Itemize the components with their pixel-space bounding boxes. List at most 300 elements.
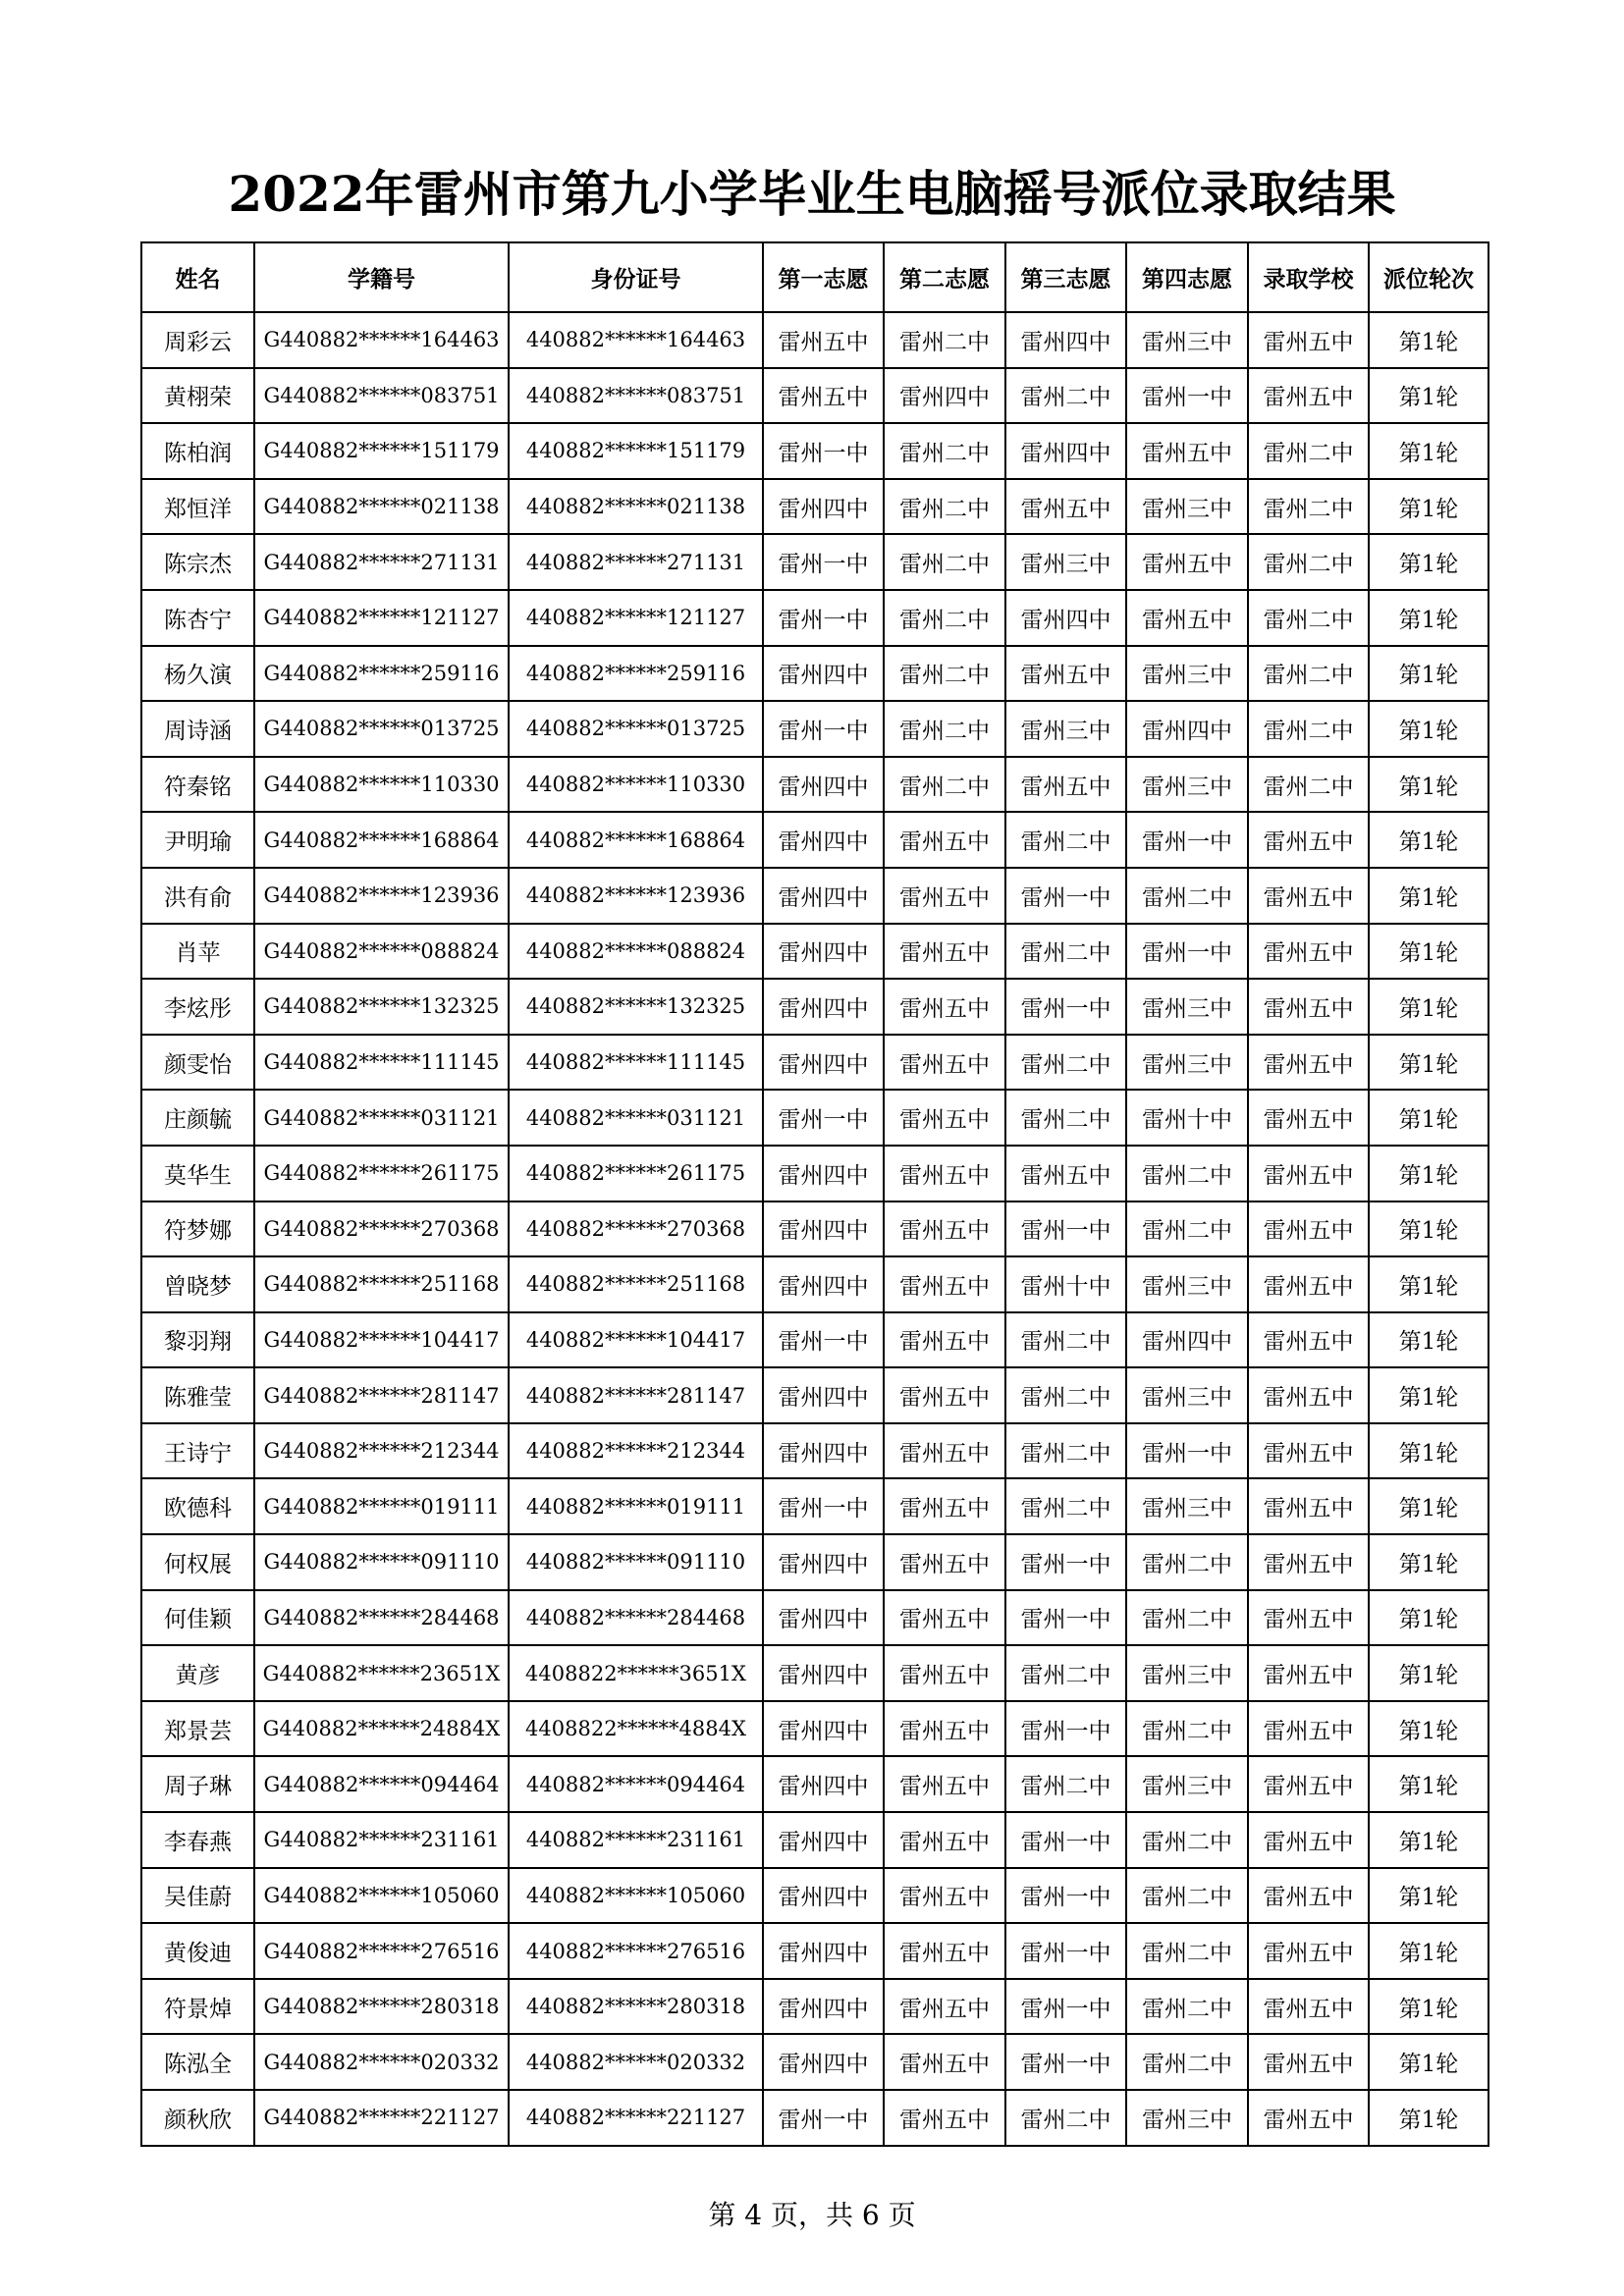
table-row [141,812,1489,868]
table-row [141,312,1489,368]
student-name: 符梦娜 [141,1201,254,1257]
header-choice-3: 第三志愿 [1005,242,1126,312]
table-row [141,1812,1489,1868]
choice-2: 雷州五中 [884,1868,1005,1924]
student-name: 欧德科 [141,1478,254,1534]
admitted-school: 雷州五中 [1248,812,1369,868]
choice-1: 雷州四中 [763,2034,884,2090]
choice-4: 雷州二中 [1126,2034,1248,2090]
admitted-school: 雷州五中 [1248,1812,1369,1868]
choice-1: 雷州四中 [763,1590,884,1646]
choice-1: 雷州四中 [763,979,884,1035]
round: 第1轮 [1369,979,1489,1035]
round: 第1轮 [1369,590,1489,646]
choice-4: 雷州四中 [1126,1312,1248,1368]
header-student-id: 学籍号 [254,242,509,312]
choice-1: 雷州四中 [763,1868,884,1924]
table-row [141,590,1489,646]
id-card-number: 440882******259116 [509,646,763,702]
round: 第1轮 [1369,1812,1489,1868]
table-row [141,1423,1489,1479]
choice-1: 雷州四中 [763,757,884,813]
choice-3: 雷州二中 [1005,1423,1126,1479]
choice-4: 雷州三中 [1126,1478,1248,1534]
student-id: G440882******091110 [254,1534,509,1590]
admitted-school: 雷州五中 [1248,1923,1369,1979]
table-row [141,979,1489,1035]
table-row [141,1868,1489,1924]
table-row [141,1090,1489,1146]
student-id: G440882******132325 [254,979,509,1035]
student-name: 李炫彤 [141,979,254,1035]
choice-4: 雷州三中 [1126,312,1248,368]
round: 第1轮 [1369,1701,1489,1757]
admitted-school: 雷州二中 [1248,423,1369,479]
student-id: G440882******088824 [254,924,509,980]
student-id: G440882******094464 [254,1756,509,1812]
admitted-school: 雷州二中 [1248,479,1369,535]
choice-3: 雷州二中 [1005,924,1126,980]
student-name: 符秦铭 [141,757,254,813]
choice-2: 雷州五中 [884,924,1005,980]
id-card-number: 440882******020332 [509,2034,763,2090]
table-row [141,1645,1489,1701]
choice-4: 雷州五中 [1126,423,1248,479]
id-card-number: 440882******251168 [509,1256,763,1312]
student-name: 李春燕 [141,1812,254,1868]
table-row [141,479,1489,535]
header-id-card: 身份证号 [509,242,763,312]
choice-2: 雷州五中 [884,1645,1005,1701]
student-name: 何佳颖 [141,1590,254,1646]
choice-3: 雷州五中 [1005,646,1126,702]
admitted-school: 雷州五中 [1248,1201,1369,1257]
round: 第1轮 [1369,1256,1489,1312]
student-id: G440882******013725 [254,701,509,757]
choice-3: 雷州一中 [1005,1812,1126,1868]
table-row [141,1923,1489,1979]
round: 第1轮 [1369,1478,1489,1534]
choice-4: 雷州二中 [1126,1979,1248,2035]
choice-4: 雷州五中 [1126,534,1248,590]
admitted-school: 雷州五中 [1248,924,1369,980]
student-name: 周诗涵 [141,701,254,757]
id-card-number: 440882******104417 [509,1312,763,1368]
page-title: 2022年雷州市第九小学毕业生电脑摇号派位录取结果 [228,165,1396,223]
student-id: G440882******271131 [254,534,509,590]
table-row [141,534,1489,590]
choice-3: 雷州二中 [1005,1756,1126,1812]
table-row [141,2090,1489,2146]
id-card-number: 440882******123936 [509,868,763,924]
choice-2: 雷州二中 [884,423,1005,479]
choice-4: 雷州二中 [1126,1923,1248,1979]
round: 第1轮 [1369,757,1489,813]
choice-1: 雷州四中 [763,1367,884,1423]
choice-2: 雷州五中 [884,1256,1005,1312]
choice-3: 雷州二中 [1005,1478,1126,1534]
table-row [141,1201,1489,1257]
student-name: 莫华生 [141,1146,254,1201]
choice-2: 雷州五中 [884,1423,1005,1479]
table-row [141,1478,1489,1534]
admitted-school: 雷州五中 [1248,1256,1369,1312]
student-id: G440882******281147 [254,1367,509,1423]
id-card-number: 440882******281147 [509,1367,763,1423]
table-row [141,1367,1489,1423]
student-id: G440882******020332 [254,2034,509,2090]
choice-4: 雷州三中 [1126,1645,1248,1701]
choice-2: 雷州五中 [884,1534,1005,1590]
admitted-school: 雷州五中 [1248,1756,1369,1812]
student-id: G440882******164463 [254,312,509,368]
id-card-number: 440882******088824 [509,924,763,980]
round: 第1轮 [1369,924,1489,980]
id-card-number: 440882******151179 [509,423,763,479]
choice-1: 雷州四中 [763,1035,884,1091]
table-row [141,1256,1489,1312]
choice-3: 雷州一中 [1005,1201,1126,1257]
student-id: G440882******251168 [254,1256,509,1312]
table-header-row [141,242,1489,312]
choice-1: 雷州一中 [763,423,884,479]
choice-1: 雷州四中 [763,812,884,868]
student-id: G440882******021138 [254,479,509,535]
choice-4: 雷州二中 [1126,1812,1248,1868]
admitted-school: 雷州五中 [1248,1146,1369,1201]
admitted-school: 雷州五中 [1248,1367,1369,1423]
choice-4: 雷州一中 [1126,924,1248,980]
choice-3: 雷州五中 [1005,1146,1126,1201]
choice-3: 雷州一中 [1005,979,1126,1035]
choice-3: 雷州三中 [1005,534,1126,590]
choice-4: 雷州二中 [1126,1146,1248,1201]
choice-3: 雷州二中 [1005,1035,1126,1091]
choice-3: 雷州二中 [1005,2090,1126,2146]
student-name: 陈杏宁 [141,590,254,646]
id-card-number: 440882******021138 [509,479,763,535]
choice-2: 雷州五中 [884,1701,1005,1757]
round: 第1轮 [1369,423,1489,479]
admitted-school: 雷州二中 [1248,534,1369,590]
table-row [141,646,1489,702]
admitted-school: 雷州五中 [1248,1701,1369,1757]
student-name: 陈柏润 [141,423,254,479]
admitted-school: 雷州五中 [1248,312,1369,368]
id-card-number: 440882******019111 [509,1478,763,1534]
choice-4: 雷州三中 [1126,1035,1248,1091]
choice-4: 雷州三中 [1126,479,1248,535]
round: 第1轮 [1369,368,1489,424]
choice-1: 雷州四中 [763,1423,884,1479]
admitted-school: 雷州五中 [1248,1645,1369,1701]
admitted-school: 雷州二中 [1248,757,1369,813]
student-id: G440882******031121 [254,1090,509,1146]
choice-1: 雷州一中 [763,1312,884,1368]
choice-2: 雷州五中 [884,1201,1005,1257]
choice-2: 雷州五中 [884,812,1005,868]
round: 第1轮 [1369,1367,1489,1423]
student-id: G440882******111145 [254,1035,509,1091]
choice-3: 雷州三中 [1005,701,1126,757]
id-card-number: 4408822******4884X [509,1701,763,1757]
round: 第1轮 [1369,1312,1489,1368]
id-card-number: 440882******231161 [509,1812,763,1868]
student-name: 陈雅莹 [141,1367,254,1423]
student-id: G440882******083751 [254,368,509,424]
header-name: 姓名 [141,242,254,312]
round: 第1轮 [1369,1979,1489,2035]
admitted-school: 雷州二中 [1248,646,1369,702]
table-row [141,368,1489,424]
choice-1: 雷州四中 [763,1701,884,1757]
choice-4: 雷州二中 [1126,1590,1248,1646]
choice-3: 雷州一中 [1005,2034,1126,2090]
round: 第1轮 [1369,1590,1489,1646]
choice-1: 雷州四中 [763,646,884,702]
choice-2: 雷州二中 [884,646,1005,702]
student-name: 郑恒洋 [141,479,254,535]
admitted-school: 雷州二中 [1248,701,1369,757]
round: 第1轮 [1369,1534,1489,1590]
choice-3: 雷州五中 [1005,757,1126,813]
choice-2: 雷州二中 [884,479,1005,535]
student-name: 颜雯怡 [141,1035,254,1091]
choice-3: 雷州二中 [1005,1367,1126,1423]
choice-2: 雷州五中 [884,1478,1005,1534]
admitted-school: 雷州五中 [1248,1590,1369,1646]
id-card-number: 440882******110330 [509,757,763,813]
choice-1: 雷州一中 [763,590,884,646]
id-card-number: 440882******132325 [509,979,763,1035]
header-choice-2: 第二志愿 [884,242,1005,312]
admitted-school: 雷州五中 [1248,1868,1369,1924]
choice-4: 雷州三中 [1126,1756,1248,1812]
round: 第1轮 [1369,1756,1489,1812]
admitted-school: 雷州五中 [1248,368,1369,424]
student-name: 符景焯 [141,1979,254,2035]
id-card-number: 440882******261175 [509,1146,763,1201]
choice-1: 雷州一中 [763,701,884,757]
table-row [141,1590,1489,1646]
choice-2: 雷州五中 [884,1090,1005,1146]
student-id: G440882******104417 [254,1312,509,1368]
choice-3: 雷州二中 [1005,1090,1126,1146]
student-id: G440882******151179 [254,423,509,479]
student-id: G440882******168864 [254,812,509,868]
id-card-number: 440882******221127 [509,2090,763,2146]
table-row [141,423,1489,479]
student-name: 周子琳 [141,1756,254,1812]
choice-3: 雷州一中 [1005,1868,1126,1924]
table-row [141,757,1489,813]
admitted-school: 雷州二中 [1248,590,1369,646]
admitted-school: 雷州五中 [1248,1534,1369,1590]
header-choice-1: 第一志愿 [763,242,884,312]
choice-2: 雷州四中 [884,368,1005,424]
id-card-number: 440882******270368 [509,1201,763,1257]
student-name: 肖苹 [141,924,254,980]
round: 第1轮 [1369,1868,1489,1924]
choice-3: 雷州四中 [1005,423,1126,479]
choice-2: 雷州五中 [884,1035,1005,1091]
choice-4: 雷州一中 [1126,1423,1248,1479]
choice-1: 雷州四中 [763,1812,884,1868]
choice-1: 雷州一中 [763,1090,884,1146]
choice-2: 雷州五中 [884,1979,1005,2035]
choice-2: 雷州五中 [884,2034,1005,2090]
table-row [141,1312,1489,1368]
table-row [141,1035,1489,1091]
table-row [141,1146,1489,1201]
choice-3: 雷州一中 [1005,868,1126,924]
choice-1: 雷州四中 [763,1534,884,1590]
choice-4: 雷州十中 [1126,1090,1248,1146]
student-id: G440882******231161 [254,1812,509,1868]
choice-3: 雷州二中 [1005,1312,1126,1368]
id-card-number: 440882******031121 [509,1090,763,1146]
admitted-school: 雷州五中 [1248,1979,1369,2035]
student-id: G440882******270368 [254,1201,509,1257]
student-name: 黎羽翔 [141,1312,254,1368]
student-name: 陈泓全 [141,2034,254,2090]
choice-2: 雷州五中 [884,979,1005,1035]
admitted-school: 雷州五中 [1248,1478,1369,1534]
table-row [141,2034,1489,2090]
choice-4: 雷州一中 [1126,368,1248,424]
admitted-school: 雷州五中 [1248,868,1369,924]
choice-2: 雷州二中 [884,534,1005,590]
choice-4: 雷州三中 [1126,2090,1248,2146]
id-card-number: 440882******271131 [509,534,763,590]
student-name: 黄栩荣 [141,368,254,424]
choice-4: 雷州三中 [1126,646,1248,702]
student-name: 尹明瑜 [141,812,254,868]
page-footer: 第 4 页，共 6 页 [708,2199,916,2231]
student-name: 王诗宁 [141,1423,254,1479]
student-name: 黄俊迪 [141,1923,254,1979]
choice-2: 雷州二中 [884,590,1005,646]
student-id: G440882******259116 [254,646,509,702]
round: 第1轮 [1369,1923,1489,1979]
round: 第1轮 [1369,534,1489,590]
choice-1: 雷州四中 [763,924,884,980]
id-card-number: 440882******094464 [509,1756,763,1812]
choice-3: 雷州一中 [1005,1701,1126,1757]
choice-3: 雷州一中 [1005,1534,1126,1590]
table-row [141,1979,1489,2035]
choice-2: 雷州五中 [884,1367,1005,1423]
header-admitted-school: 录取学校 [1248,242,1369,312]
student-name: 颜秋欣 [141,2090,254,2146]
choice-4: 雷州二中 [1126,1701,1248,1757]
choice-1: 雷州四中 [763,1923,884,1979]
student-id: G440882******23651X [254,1645,509,1701]
student-id: G440882******105060 [254,1868,509,1924]
id-card-number: 440882******111145 [509,1035,763,1091]
round: 第1轮 [1369,868,1489,924]
round: 第1轮 [1369,701,1489,757]
choice-4: 雷州三中 [1126,979,1248,1035]
student-id: G440882******019111 [254,1478,509,1534]
choice-3: 雷州二中 [1005,1645,1126,1701]
student-name: 何权展 [141,1534,254,1590]
student-id: G440882******121127 [254,590,509,646]
student-id: G440882******24884X [254,1701,509,1757]
student-name: 周彩云 [141,312,254,368]
id-card-number: 440882******013725 [509,701,763,757]
choice-2: 雷州五中 [884,1812,1005,1868]
choice-1: 雷州四中 [763,1256,884,1312]
round: 第1轮 [1369,1201,1489,1257]
id-card-number: 440882******164463 [509,312,763,368]
choice-2: 雷州二中 [884,312,1005,368]
round: 第1轮 [1369,479,1489,535]
choice-2: 雷州五中 [884,1312,1005,1368]
id-card-number: 440882******280318 [509,1979,763,2035]
round: 第1轮 [1369,812,1489,868]
table-row [141,1756,1489,1812]
choice-4: 雷州三中 [1126,1256,1248,1312]
table-row [141,1701,1489,1757]
header-choice-4: 第四志愿 [1126,242,1248,312]
table-body [141,312,1489,2146]
header-round: 派位轮次 [1369,242,1489,312]
id-card-number: 4408822******3651X [509,1645,763,1701]
choice-4: 雷州四中 [1126,701,1248,757]
choice-1: 雷州五中 [763,312,884,368]
round: 第1轮 [1369,1146,1489,1201]
admitted-school: 雷州五中 [1248,979,1369,1035]
round: 第1轮 [1369,1423,1489,1479]
choice-1: 雷州一中 [763,1478,884,1534]
choice-1: 雷州一中 [763,2090,884,2146]
student-id: G440882******123936 [254,868,509,924]
choice-1: 雷州四中 [763,479,884,535]
id-card-number: 440882******212344 [509,1423,763,1479]
choice-3: 雷州四中 [1005,590,1126,646]
choice-1: 雷州四中 [763,1756,884,1812]
table-row [141,701,1489,757]
id-card-number: 440882******083751 [509,368,763,424]
choice-1: 雷州一中 [763,534,884,590]
student-name: 吴佳蔚 [141,1868,254,1924]
id-card-number: 440882******105060 [509,1868,763,1924]
choice-2: 雷州二中 [884,701,1005,757]
choice-4: 雷州二中 [1126,1868,1248,1924]
choice-3: 雷州二中 [1005,812,1126,868]
choice-2: 雷州五中 [884,868,1005,924]
admitted-school: 雷州五中 [1248,2034,1369,2090]
choice-3: 雷州一中 [1005,1979,1126,2035]
choice-3: 雷州一中 [1005,1923,1126,1979]
choice-4: 雷州二中 [1126,1534,1248,1590]
student-name: 曾晓梦 [141,1256,254,1312]
choice-1: 雷州五中 [763,368,884,424]
student-name: 郑景芸 [141,1701,254,1757]
admitted-school: 雷州五中 [1248,2090,1369,2146]
student-id: G440882******110330 [254,757,509,813]
admitted-school: 雷州五中 [1248,1423,1369,1479]
results-table [140,241,1489,2147]
table-row [141,1534,1489,1590]
admitted-school: 雷州五中 [1248,1090,1369,1146]
choice-1: 雷州四中 [763,1979,884,2035]
choice-1: 雷州四中 [763,1201,884,1257]
admitted-school: 雷州五中 [1248,1312,1369,1368]
choice-4: 雷州三中 [1126,1367,1248,1423]
choice-1: 雷州四中 [763,868,884,924]
